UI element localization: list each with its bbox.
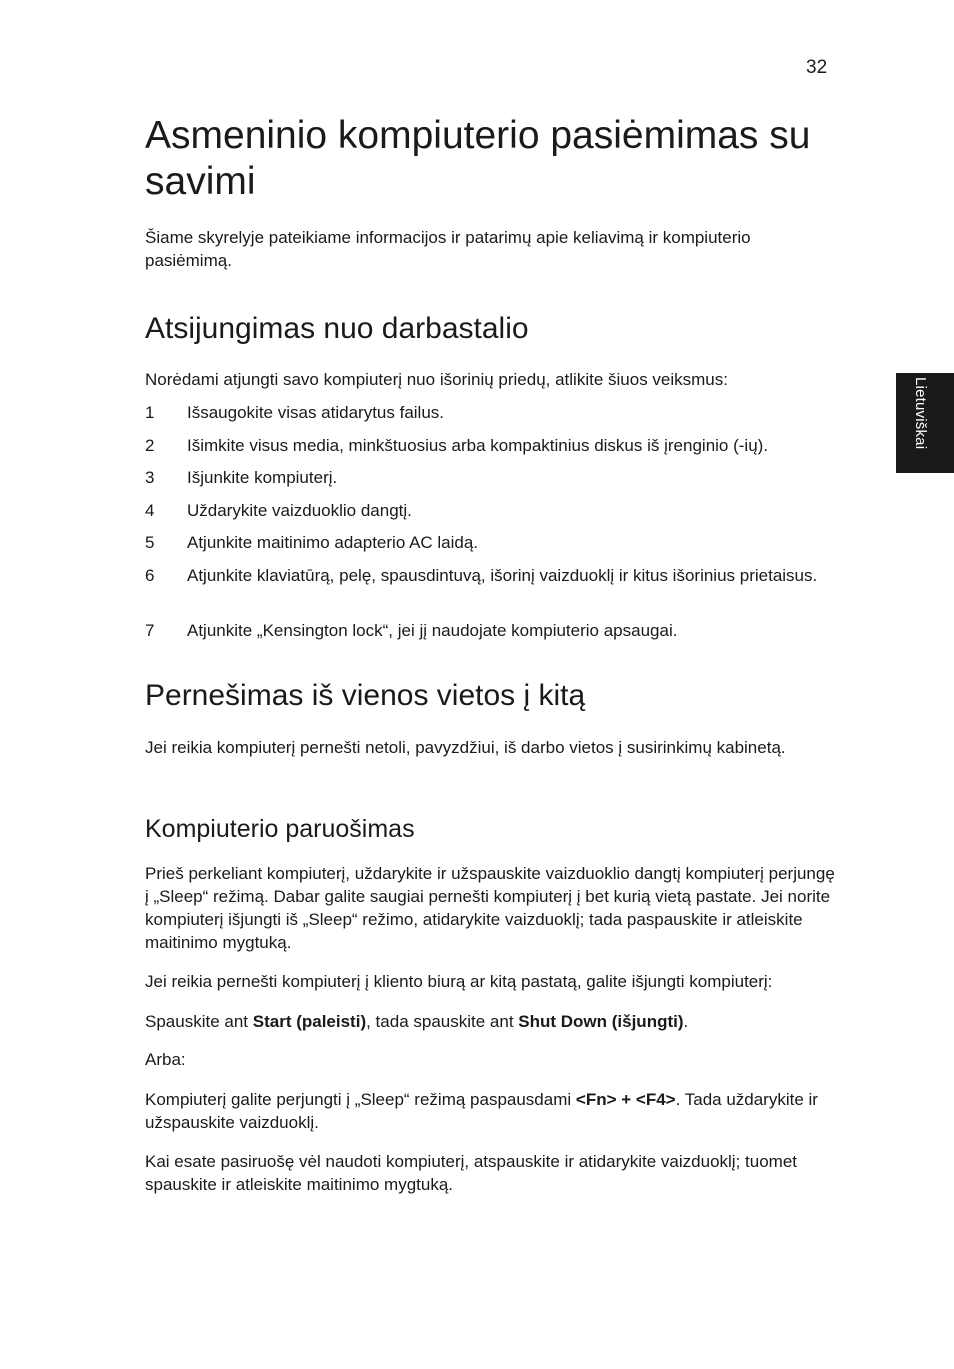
step-number: 3 — [145, 468, 155, 487]
text-span: Spauskite ant — [145, 1012, 253, 1031]
subsection-heading-prep: Kompiuterio paruošimas — [145, 815, 415, 843]
text-span: , tada spauskite ant — [366, 1012, 519, 1031]
intro-paragraph: Šiame skyrelyje pateikiame informacijos ir patarimų apie keliavimą ir kompiuterio pasiėmimą. — [145, 228, 751, 270]
prep-paragraph-5 — [145, 1088, 835, 1134]
step-number: 2 — [145, 436, 155, 455]
step-number: 5 — [145, 533, 155, 552]
prep-paragraph-1: Prieš perkeliant kompiuterį, uždarykite ir užspauskite vaizduoklio dangtį kompiuterį perjungę į „Sleep“ režimą. Dabar galite saugiai pernešti kompiuterį į bet kurią vietą pastate. Jei norite kompiuterį išjungti iš „Sleep“ režimo, atidarykite vaizduoklį; tada paspauskite ir atleiskite maitinimo mygtuką. — [145, 864, 835, 952]
step-text: Atjunkite klaviatūrą, pelę, spausdintuvą, išorinį vaizduoklį ir kitus išorinius prietaisus. — [187, 566, 818, 585]
step-number: 4 — [145, 501, 155, 520]
text-span: Kompiuterį galite perjungti į „Sleep“ režimą paspausdami — [145, 1090, 576, 1109]
moving-intro: Jei reikia kompiuterį pernešti netoli, pavyzdžiui, iš darbo vietos į susirinkimų kabinetą. — [145, 738, 786, 757]
language-tab — [896, 373, 954, 473]
step-text: Išsaugokite visas atidarytus failus. — [187, 403, 445, 422]
disconnect-lead: Norėdami atjungti savo kompiuterį nuo išorinių priedų, atlikite šiuos veiksmus: — [145, 370, 728, 389]
step-text: Atjunkite „Kensington lock“, jei jį naudojate kompiuterio apsaugai. — [187, 621, 678, 640]
page-title: Asmeninio kompiuterio pasiėmimas su savimi — [145, 114, 811, 203]
hotkey-label: <Fn> + <F4> — [575, 1090, 676, 1109]
step-text: Uždarykite vaizduoklio dangtį. — [187, 501, 412, 520]
section-heading-disconnect: Atsijungimas nuo darbastalio — [145, 312, 529, 345]
start-label: Start (paleisti) — [252, 1012, 367, 1031]
shutdown-label: Shut Down (išjungti) — [518, 1012, 684, 1031]
language-tab-label: Lietuviškai — [912, 377, 929, 450]
prep-paragraph-3 — [145, 1010, 835, 1033]
step-number: 1 — [145, 403, 155, 422]
prep-paragraph-4: Arba: — [145, 1050, 186, 1069]
step-number: 6 — [145, 566, 155, 585]
step-text: Atjunkite maitinimo adapterio AC laidą. — [187, 533, 479, 552]
step-number: 7 — [145, 621, 155, 640]
prep-paragraph-6: Kai esate pasiruošę vėl naudoti kompiuterį, atspauskite ir atidarykite vaizduoklį; tuomet spauskite ir atleiskite maitinimo mygtuką. — [145, 1152, 798, 1194]
text-span: . — [683, 1012, 689, 1031]
prep-paragraph-2: Jei reikia pernešti kompiuterį į kliento biurą ar kitą pastatą, galite išjungti kompiuterį: — [145, 972, 773, 991]
text-span: . Tada uždarykite ir užspauskite vaizduoklį. — [145, 1090, 818, 1132]
step-text: Išjunkite kompiuterį. — [187, 468, 338, 487]
step-text: Išimkite visus media, minkštuosius arba kompaktinius diskus iš įrenginio (-ių). — [187, 436, 769, 455]
page-number: 32 — [806, 57, 828, 78]
section-heading-moving: Pernešimas iš vienos vietos į kitą — [145, 679, 586, 712]
